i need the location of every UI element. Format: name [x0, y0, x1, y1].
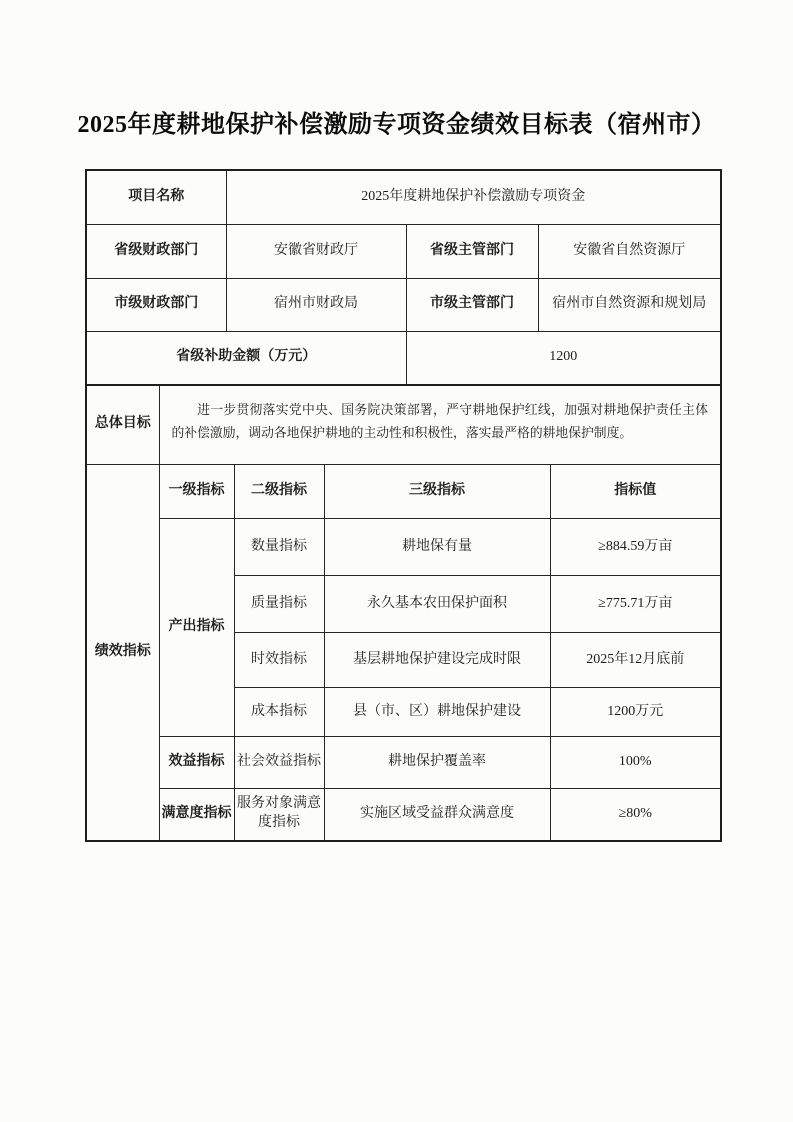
social-benefit-indicator-value: 100%	[550, 737, 721, 789]
table-row	[86, 170, 721, 224]
quantity-indicator-label: 数量指标	[234, 519, 324, 576]
cost-indicator-name: 县（市、区）耕地保护建设	[324, 688, 550, 737]
city-admin-dept-value: 宿州市自然资源和规划局	[538, 278, 721, 331]
social-benefit-indicator-label: 社会效益指标	[234, 737, 324, 789]
quality-indicator-name: 永久基本农田保护面积	[324, 576, 550, 633]
project-name-label: 项目名称	[86, 170, 226, 224]
quantity-indicator-value: ≥884.59万亩	[550, 519, 721, 576]
indicator-row	[86, 519, 721, 576]
indicator-row	[86, 737, 721, 789]
satisfaction-indicator-value: ≥80%	[550, 789, 721, 841]
timeliness-indicator-label: 时效指标	[234, 633, 324, 688]
provincial-subsidy-value: 1200	[406, 331, 721, 385]
quality-indicator-label: 质量指标	[234, 576, 324, 633]
performance-section-label: 绩效指标	[86, 465, 159, 841]
table-row	[86, 224, 721, 278]
social-benefit-indicator-name: 耕地保护覆盖率	[324, 737, 550, 789]
quantity-indicator-name: 耕地保有量	[324, 519, 550, 576]
provincial-subsidy-label: 省级补助金额（万元）	[86, 331, 406, 385]
table-row	[86, 331, 721, 385]
cost-indicator-value: 1200万元	[550, 688, 721, 737]
satisfaction-indicator-label: 服务对象满意度指标	[234, 789, 324, 841]
header-level3-indicator: 三级指标	[324, 465, 550, 519]
page-title: 2025年度耕地保护补偿激励专项资金绩效目标表（宿州市）	[77, 112, 716, 138]
cost-indicator-label: 成本指标	[234, 688, 324, 737]
table-row	[86, 278, 721, 331]
table-row	[86, 465, 721, 519]
indicator-row	[86, 789, 721, 841]
output-group-label: 产出指标	[159, 519, 234, 737]
quality-indicator-value: ≥775.71万亩	[550, 576, 721, 633]
city-admin-dept-label: 市级主管部门	[406, 278, 538, 331]
timeliness-indicator-value: 2025年12月底前	[550, 633, 721, 688]
provincial-admin-dept-label: 省级主管部门	[406, 224, 538, 278]
header-indicator-value: 指标值	[550, 465, 721, 519]
benefit-group-label: 效益指标	[159, 737, 234, 789]
project-name-value: 2025年度耕地保护补偿激励专项资金	[226, 170, 721, 224]
city-finance-dept-label: 市级财政部门	[86, 278, 226, 331]
satisfaction-group-label: 满意度指标	[159, 789, 234, 841]
timeliness-indicator-name: 基层耕地保护建设完成时限	[324, 633, 550, 688]
provincial-admin-dept-value: 安徽省自然资源厅	[538, 224, 721, 278]
provincial-finance-dept-label: 省级财政部门	[86, 224, 226, 278]
city-finance-dept-value: 宿州市财政局	[226, 278, 406, 331]
overall-goal-text: 进一步贯彻落实党中央、国务院决策部署，严守耕地保护红线，加强对耕地保护责任主体的补偿激励，调动各地保护耕地的主动性和积极性，落实最严格的耕地保护制度。	[159, 385, 721, 465]
info-table	[85, 169, 722, 386]
indicators-table	[85, 384, 722, 842]
satisfaction-indicator-name: 实施区域受益群众满意度	[324, 789, 550, 841]
provincial-finance-dept-value: 安徽省财政厅	[226, 224, 406, 278]
header-level2-indicator: 二级指标	[234, 465, 324, 519]
header-level1-indicator: 一级指标	[159, 465, 234, 519]
overall-goal-label: 总体目标	[86, 385, 159, 465]
table-row	[86, 385, 721, 465]
